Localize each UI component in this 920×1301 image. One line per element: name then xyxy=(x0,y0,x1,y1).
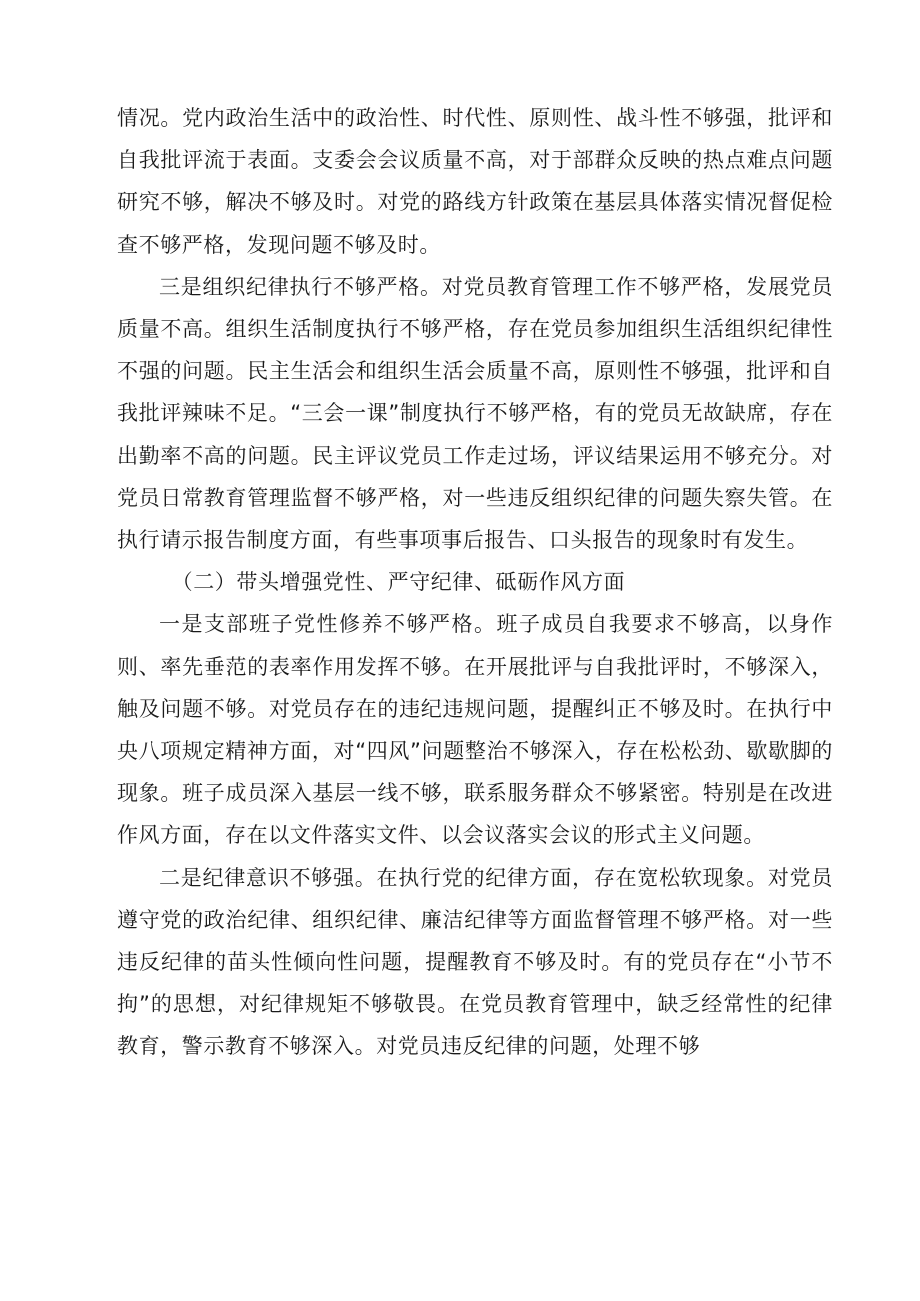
paragraph-discipline-awareness: 二是纪律意识不够强。在执行党的纪律方面，存在宽松软现象。对党员遵守党的政治纪律、组织纪律、廉洁纪律等方面监督管理不够严格。对一些违反纪律的苗头性倾向性问题，提醒教育不够及时。有的党员存在“小节不拘”的思想，对纪律规矩不够敬畏。在党员教育管理中，缺乏经常性的纪律教育，警示教育不够深入。对党员违反纪律的问题，处理不够 xyxy=(117,865,833,1059)
paragraph-organizational-discipline: 三是组织纪律执行不够严格。对党员教育管理工作不够严格，发展党员质量不高。组织生活制度执行不够严格，存在党员参加组织生活组织纪律性不强的问题。民主生活会和组织生活会质量不高，原则性不够强，批评和自我批评辣味不足。“三会一课”制度执行不够严格，有的党员无故缺席，存在出勤率不高的问题。民主评议党员工作走过场，评议结果运用不够充分。对党员日常教育管理监督不够严格，对一些违反组织纪律的问题失察失管。在执行请示报告制度方面，有些事项事后报告、口头报告的现象时有发生。 xyxy=(117,274,833,553)
paragraph-party-spirit: 一是支部班子党性修养不够严格。班子成员自我要求不够高，以身作则、率先垂范的表率作用发挥不够。在开展批评与自我批评时，不够深入，触及问题不够。对党员存在的违纪违规问题，提醒纠正不够及时。在执行中央八项规定精神方面，对“四风”问题整治不够深入，存在松松劲、歇歇脚的现象。班子成员深入基层一线不够，联系服务群众不够紧密。特别是在改进作风方面，存在以文件落实文件、以会议落实会议的形式主义问题。 xyxy=(117,612,833,848)
document-body xyxy=(117,97,833,1068)
paragraph-continuation: 情况。党内政治生活中的政治性、时代性、原则性、战斗性不够强，批评和自我批评流于表面。支委会会议质量不高，对于部群众反映的热点难点问题研究不够，解决不够及时。对党的路线方针政策在基层具体落实情况督促检查不够严格，发现问题不够及时。 xyxy=(117,106,833,257)
section-heading: （二）带头增强党性、严守纪律、砥砺作风方面 xyxy=(171,570,626,595)
